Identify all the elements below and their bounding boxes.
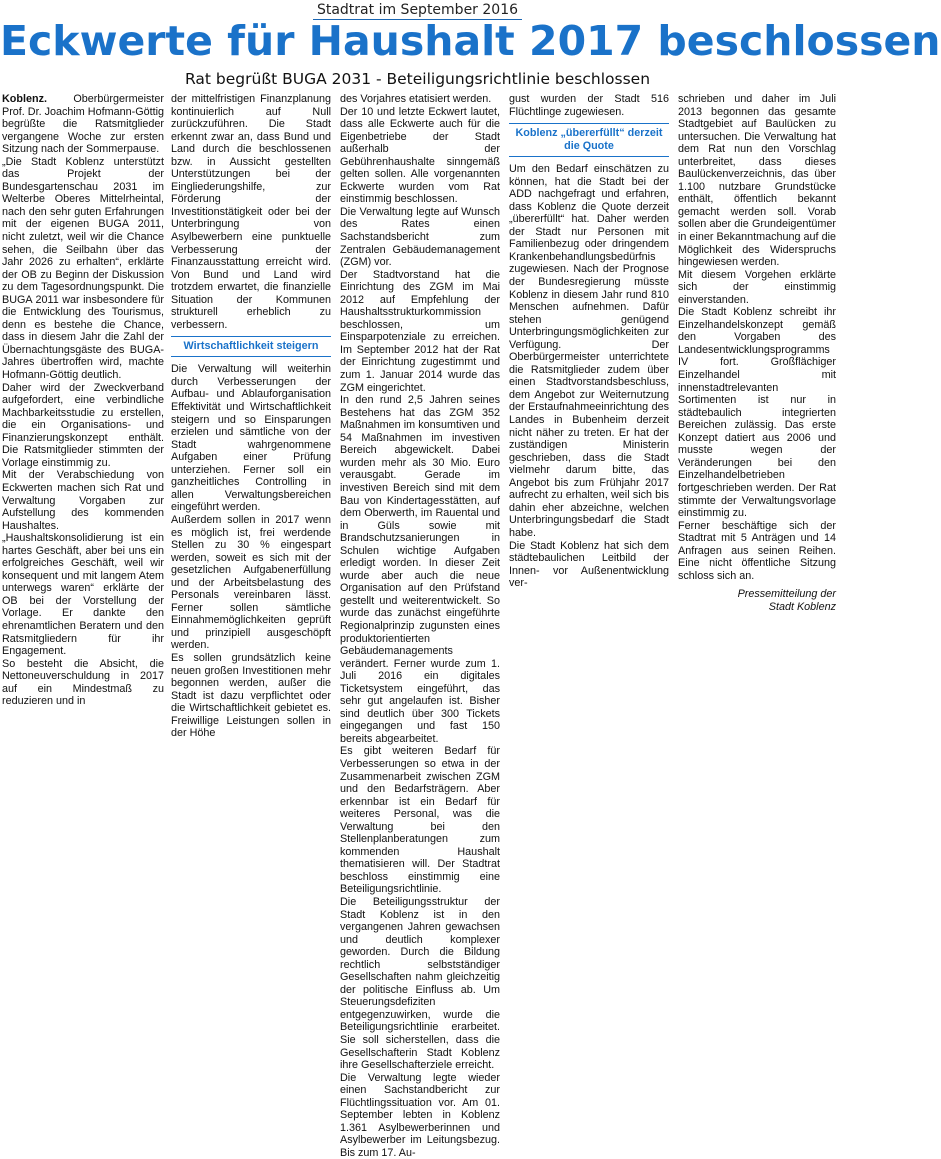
paragraph: Die Stadt Koblenz hat sich dem städtebaulichen Leitbild der Innen- vor Außenentwicklung ver-: [509, 539, 669, 590]
paragraph: In den rund 2,5 Jahren seines Bestehens hat das ZGM 352 Maßnahmen im konsumtiven und 54 Maßnahmen im investiven Bereich abgewickelt. Dabei wurden mehr als 30 Mio. Euro verausgabt. Gerade im investiven Bereich sind mit dem Bau von Kindertagesstätten, auf dem Oberwerth, im Rauental und in Güls sowie mit Brandschutzsanierungen in Schulen wichtige Aufgaben erledigt worden. In dieser Zeit wurde aber auch die neue Organisation auf den Prüfstand gestellt und weiterentwickelt. So wurde das zunächst eingeführte Regionalprinzip zugunsten eines produktorientierten Gebäudemanagements verändert. Ferner wurde zum 1. Juli 2016 ein digitales Ticketsystem eingeführt, das sehr gut angelaufen ist. Bisher sind deutlich über 300 Tickets eingegangen und fast 150 bereits abgearbeitet.: [340, 394, 500, 745]
column-2: [171, 93, 331, 1096]
headline: Eckwerte für Haushalt 2017 beschlossen: [0, 17, 941, 65]
paragraph: Die Verwaltung legte wieder einen Sachstandbericht zur Flüchtlingssituation vor. Am 01. September lebten in Koblenz 1.361 Asylbewerberinnen und Asylbewerber im Leitungsbezug. Bis zum 17. Au-: [340, 1071, 500, 1159]
paragraph: Der 10 und letzte Eckwert lautet, dass alle Eckwerte auch für die Eigenbetriebe der Stadt außerhalb der Gebührenhaushalte sinngemäß gelten sollen. Alle vorgenannten Eckwerte wurden vom Rat einstimmig beschlossen.: [340, 105, 500, 206]
paragraph: Der Stadtvorstand hat die Einrichtung des ZGM im Mai 2012 auf Empfehlung der Haushaltsstrukturkommission beschlossen, um Einsparpotenziale zu erreichen. Im September 2012 hat der Rat der Einrichtung zugestimmt und zum 1. Januar 2014 wurde das ZGM eingerichtet.: [340, 268, 500, 394]
column-3: [340, 93, 500, 1159]
paragraph: „Haushaltskonsolidierung ist ein hartes Geschäft, aber bei uns ein erfolgreiches Geschäft, weil wir konsequent und mit langem Atem unterwegs waren“ erklärte der OB bei der Vorstellung der Vorlage. Er dankte den ehrenamtlichen Beratern und den Ratsmitgliedern für ihr Engagement.: [2, 532, 164, 658]
paragraph: Die Stadt Koblenz schreibt ihr Einzelhandelskonzept gemäß den Vorgaben des Landesentwicklungsprogramms IV fort. Großflächiger Einzelhandel mit innenstadtrelevanten Sortimenten ist nur in städtebaulich integrierten Bereichen zulässig. Das erste Konzept datiert aus 2006 und musste wegen der Veränderungen bei den Einzelhandelbetrieben fortgeschrieben werden. Der Rat stimmte der Verwaltungsvorlage einstimmig zu.: [678, 306, 836, 520]
paragraph: Um den Bedarf einschätzen zu können, hat die Stadt bei der ADD nachgefragt und erfahren, dass Koblenz die Quote derzeit „übererfüllt“ hat. Daher werden der Stadt nur Personen mit Familienbezug oder dringendem Krankenbehandlungsbedürfnis zugewiesen. Nach der Prognose der Bundesregierung müsste Koblenz in diesem Jahr rund 810 Menschen aufnehmen. Dafür stehen genügend Unterbringungsmöglichkeiten zur Verfügung. Der Oberbürgermeister unterrichtete die Ratsmitglieder zudem über einen Stadtvorstandsbeschluss, dem Angebot zur Weiternutzung der Erstaufnahmeeinrichtung des Landes in Bubenheim derzeit nicht näher zu treten. Er hat der zuständigen Ministerin geschrieben, dass die Stadt vielmehr darum bitte, das Angebot bis zum Frühjahr 2017 aufrecht zu erhalten, weil sich bis dahin eher abzeichne, welchen Unterbringungsbedarf die Stadt habe.: [509, 163, 669, 539]
column-5: [678, 93, 836, 1096]
paragraph: Die Verwaltung legte auf Wunsch des Rates einen Sachstandsbericht zum Zentralen Gebäudemanagement (ZGM) vor.: [340, 205, 500, 269]
paragraph: Die Beteiligungsstruktur der Stadt Koblenz ist in den vergangenen Jahren gewachsen und deutlich komplexer geworden. Durch die Bildung rechtlich selbstständiger Gesellschaften nahm gleichzeitig der politische Einfluss ab. Um Steuerungsdefiziten entgegenzuwirken, wurde die Beteiligungsrichtlinie erarbeitet. Sie soll sicherstellen, dass die Gesellschafterin Stadt Koblenz ihre Gesellschafterziele erreicht.: [340, 896, 500, 1072]
paragraph: Mit der Verabschiedung von Eckwerten machen sich Rat und Verwaltung Vorgaben zur Aufstellung des kommenden Haushaltes.: [2, 469, 164, 532]
paragraph: gust wurden der Stadt 516 Flüchtlinge zugewiesen.: [509, 93, 669, 118]
paragraph: der mittelfristigen Finanzplanung kontinuierlich auf Null zurückzuführen. Die Stadt erkennt zwar an, dass Bund und Land durch die beschlossenen bzw. in Aussicht gestellten Unterstützungen bei der Eingliederungshilfe, zur Förderung der Investitionstätigkeit oder bei der Unterbringung von Asylbewerbern eine punktuelle Verbesserung der Finanzausstattung erreicht wird. Von Bund und Land wird trotzdem erwartet, die finanzielle Situation der Kommunen strukturell erheblich zu verbessern.: [171, 93, 331, 331]
paragraph: des Vorjahres etatisiert werden.: [340, 93, 492, 105]
signature-line: Stadt Koblenz: [768, 600, 836, 613]
paragraph: Es sollen grundsätzlich keine neuen großen Investitionen mehr begonnen werden, außer die Stadt ist dazu verpflichtet oder die Wirtschaftlichkeit gebietet es. Freiwillige Leistungen sollen in der Höhe: [171, 651, 331, 740]
subheadline: Rat begrüßt BUGA 2031 - Beteiligungsrichtlinie beschlossen: [184, 70, 651, 88]
signature-line: Pressemitteilung der: [737, 588, 836, 601]
subheading-quote: Koblenz „übererfüllt“ derzeit die Quote: [509, 123, 669, 157]
press-release-signature: [678, 588, 836, 613]
column-1: [2, 93, 164, 1096]
paragraph: Außerdem sollen in 2017 wenn es möglich ist, frei werdende Stellen zu 30 % eingespart werden, soweit es sich mit der gesetzlichen Aufgabenerfüllung und der Arbeitsbelastung des Personals vereinbaren lässt. Ferner sollen sämtliche Einnahmemöglichkeiten geprüft und prinzipiell ausgeschöpft werden.: [171, 513, 331, 652]
paragraph: Mit diesem Vorgehen erklärte sich der einstimmig einverstanden.: [678, 268, 836, 306]
paragraph: Daher wird der Zweckverband aufgefordert, eine verbindliche Machbarkeitsstudie zu erstellen, die ein Organisations- und Finanzierungskonzept enthält. Die Ratsmitglieder stimmten der Vorlage einstimmig zu.: [2, 381, 164, 469]
paragraph-text: Oberbürgermeister Prof. Dr. Joachim Hofmann-Göttig begrüßte die Ratsmitglieder vergangene Woche zur ersten Sitzung nach der Sommerpause.: [2, 93, 165, 156]
paragraph: So besteht die Absicht, die Nettoneuverschuldung in 2017 auf ein Mindestmaß zu reduzieren und in: [2, 657, 164, 708]
dateline: Koblenz.: [2, 93, 47, 105]
paragraph: Ferner beschäftige sich der Stadtrat mit 5 Anträgen und 14 Anfragen aus seinen Reihen. Eine nicht öffentliche Sitzung schloss sich an.: [678, 519, 836, 582]
kicker-text: Stadtrat im September 2016: [313, 2, 522, 20]
paragraph: [2, 93, 164, 156]
paragraph: schrieben und daher im Juli 2013 begonnen das gesamte Stadtgebiet auf Baulücken zu untersuchen. Die Verwaltung hat dem Rat nun den Vorschlag unterbreitet, dass dieses Baulückenverzeichnis, das über 1.100 nutzbare Grundstücke enthält, öffentlich bekannt gemacht werden soll. Vorab sollen aber die Grundeigentümer in einer Bekanntmachung auf die Möglichkeit des Widerspruchs hingewiesen werden.: [678, 93, 836, 269]
paragraph: Es gibt weiteren Bedarf für Verbesserungen so etwa in der Zusammenarbeit zwischen ZGM und den Bedarfsträgern. Aber erkennbar ist ein Bedarf für weiteres Personal, was die Verwaltung bei den Stellenplanberatungen zum kommenden Haushalt thematisieren will. Der Stadtrat beschloss einstimmig eine Beteiligungsrichtlinie.: [340, 745, 500, 896]
paragraph: „Die Stadt Koblenz unterstützt das Projekt der Bundesgartenschau 2031 im Welterbe Oberes Mittelrheintal, nach den sehr guten Erfahrungen mit der eigenen BUGA 2011, nicht zuletzt, weil wir die Chance sehen, die Seilbahn über das Jahr 2026 zu erhalten“, erklärte der OB zu Beginn der Diskussion zu dem Tagesordnungspunkt. Die BUGA 2011 war insbesondere für die Entwicklung des Tourismus, denn es bestehe die Chance, dass in diesem Jahr die Zahl der Übernachtungsgäste des BUGA-Jahres übertroffen wird, machte Hofmann-Göttig deutlich.: [2, 155, 164, 382]
paragraph: Die Verwaltung will weiterhin durch Verbesserungen der Aufbau- und Ablauforganisation Effektivität und Wirtschaftlichkeit steigern und so Einsparungen erzielen und sämtliche von der Stadt wahrgenommene Aufgaben einer Prüfung unterziehen. Ferner soll ein ganzheitliches Controlling in allen Verwaltungsbereichen eingeführt werden.: [171, 363, 331, 514]
column-4: [509, 93, 669, 1096]
article-body: [2, 93, 836, 1159]
subheading-wirtschaftlichkeit: Wirtschaftlichkeit steigern: [171, 336, 331, 357]
